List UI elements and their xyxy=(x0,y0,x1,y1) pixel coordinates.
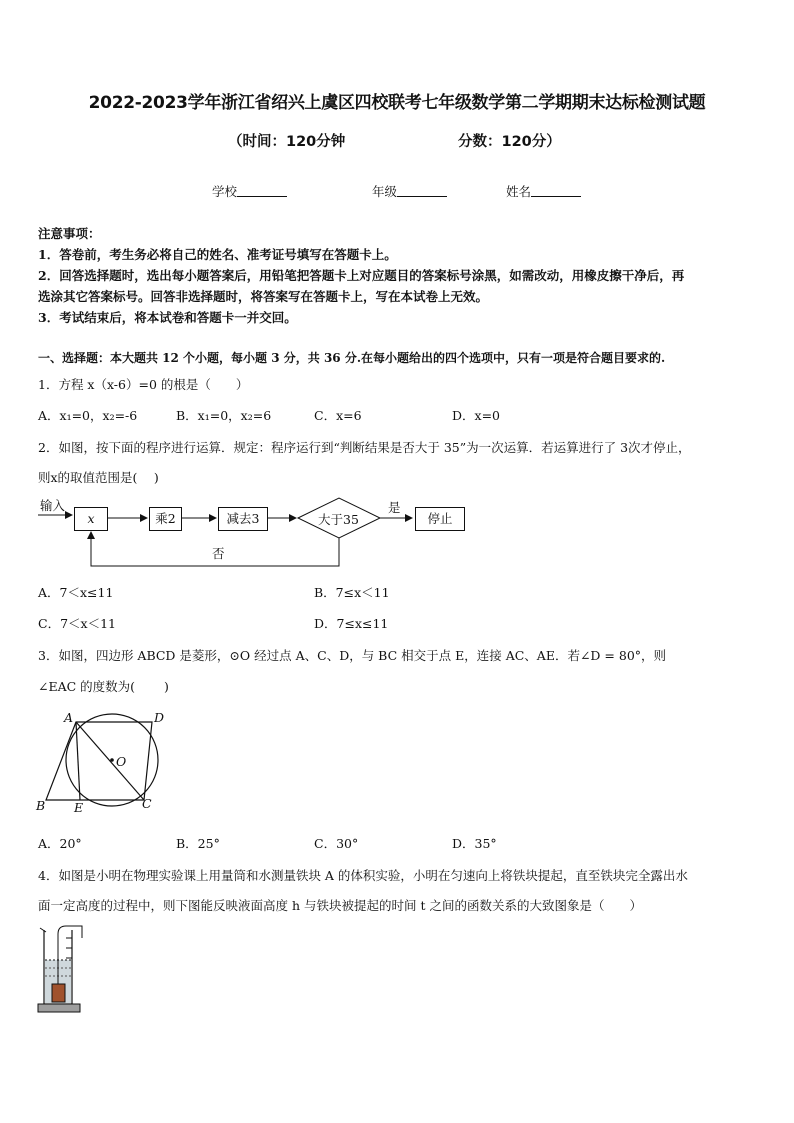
rhombus-abcd xyxy=(46,722,152,800)
school-blank xyxy=(237,184,287,197)
q1-option-a[interactable]: A．x₁=0，x₂=-6 xyxy=(38,408,138,423)
geometry-svg xyxy=(34,708,174,816)
q2-option-a[interactable]: A．7＜x≤11 xyxy=(38,585,114,600)
x-box: x xyxy=(74,507,108,531)
segment-ac xyxy=(76,722,144,800)
notice-item: 1．答卷前，考生务必将自己的姓名、准考证号填写在答题卡上。 xyxy=(38,247,397,262)
section-heading: 一、选择题：本大题共 12 个小题，每小题 3 分，共 36 分.在每小题给出的四个选项中，只有一项是符合题目要求的. xyxy=(38,351,666,365)
stop-box: 停止 xyxy=(415,507,465,531)
condition-label: 大于35 xyxy=(318,512,359,527)
grade-field xyxy=(372,182,447,200)
school-label: 学校 xyxy=(212,184,238,199)
cylinder-svg xyxy=(36,924,88,1016)
q3-stem-2: ∠EAC 的度数为( ) xyxy=(38,679,169,694)
notice-item: 2．回答选择题时，选出每小题答案后，用铅笔把答题卡上对应题目的答案标号涂黑，如需改动，用橡皮擦干净后，再 xyxy=(38,268,685,283)
sub-box: 减去3 xyxy=(218,507,268,531)
q2-option-c[interactable]: C．7＜x＜11 xyxy=(38,616,116,631)
iron-block xyxy=(52,984,65,1002)
rhombus-circle-figure xyxy=(34,708,174,816)
no-label: 否 xyxy=(212,546,225,561)
q3-option-a[interactable]: A．20° xyxy=(38,836,82,851)
yes-label: 是 xyxy=(388,500,401,515)
label-e: E xyxy=(74,800,84,815)
name-blank xyxy=(531,184,581,197)
grade-label: 年级 xyxy=(372,184,398,199)
grade-blank xyxy=(397,184,447,197)
q1-stem: 1．方程 x（x-6）=0 的根是（ ） xyxy=(38,377,249,392)
center-o xyxy=(110,758,114,762)
q3-option-b[interactable]: B．25° xyxy=(176,836,220,851)
exam-title: 2022-2023学年浙江省绍兴上虞区四校联考七年级数学第二学期期末达标检测试题 xyxy=(88,93,706,113)
q1-option-c[interactable]: C．x=6 xyxy=(314,408,362,423)
label-b: B xyxy=(36,798,46,813)
cylinder-lip xyxy=(40,928,46,932)
school-field xyxy=(212,182,287,200)
notice-item: 选涂其它答案标号。回答非选择题时，将答案写在答题卡上，写在本试卷上无效。 xyxy=(38,289,489,304)
flowchart-lines xyxy=(36,494,506,574)
q1-option-b[interactable]: B．x₁=0，x₂=6 xyxy=(176,408,272,423)
q3-stem: 3．如图，四边形 ABCD 是菱形，⊙O 经过点 A、C、D，与 BC 相交于点 E，连接 AC、AE．若∠D = 80°，则 xyxy=(38,648,667,663)
input-label: 输入 xyxy=(40,498,66,513)
segment-ae xyxy=(76,722,80,800)
q3-option-c[interactable]: C．30° xyxy=(314,836,359,851)
label-o: O xyxy=(116,754,127,769)
exam-time: （时间：120分钟 xyxy=(228,134,346,150)
notice-heading: 注意事项： xyxy=(38,226,101,241)
q2-stem: 2．如图，按下面的程序进行运算．规定：程序运行到“判断结果是否大于 35”为一次运算．若运算进行了 3次才停止， xyxy=(38,440,691,455)
q2-stem-2: 则x的取值范围是( ) xyxy=(38,470,159,485)
q1-option-d[interactable]: D．x=0 xyxy=(452,408,500,423)
q4-stem: 4．如图是小明在物理实验课上用量筒和水测量铁块 A 的体积实验，小明在匀速向上将铁块提起，直至铁块完全露出水 xyxy=(38,868,688,883)
q2-option-d[interactable]: D．7≤x≤11 xyxy=(314,616,389,631)
label-c: C xyxy=(142,796,152,811)
cylinder-base xyxy=(38,1004,80,1012)
flowchart xyxy=(36,494,506,574)
name-field xyxy=(506,182,581,200)
measuring-cylinder-figure xyxy=(36,924,88,1016)
label-a: A xyxy=(64,710,74,725)
q4-stem-2: 面一定高度的过程中，则下图能反映液面高度 h 与铁块被提起的时间 t 之间的函数关系的大致图象是（ ） xyxy=(38,898,642,913)
mul-box: 乘2 xyxy=(149,507,182,531)
label-d: D xyxy=(154,710,165,725)
name-label: 姓名 xyxy=(506,184,532,199)
q3-option-d[interactable]: D．35° xyxy=(452,836,497,851)
notice-item: 3．考试结束后，将本试卷和答题卡一并交回。 xyxy=(38,310,297,325)
q2-option-b[interactable]: B．7≤x＜11 xyxy=(314,585,390,600)
exam-score: 分数：120分） xyxy=(458,134,561,150)
